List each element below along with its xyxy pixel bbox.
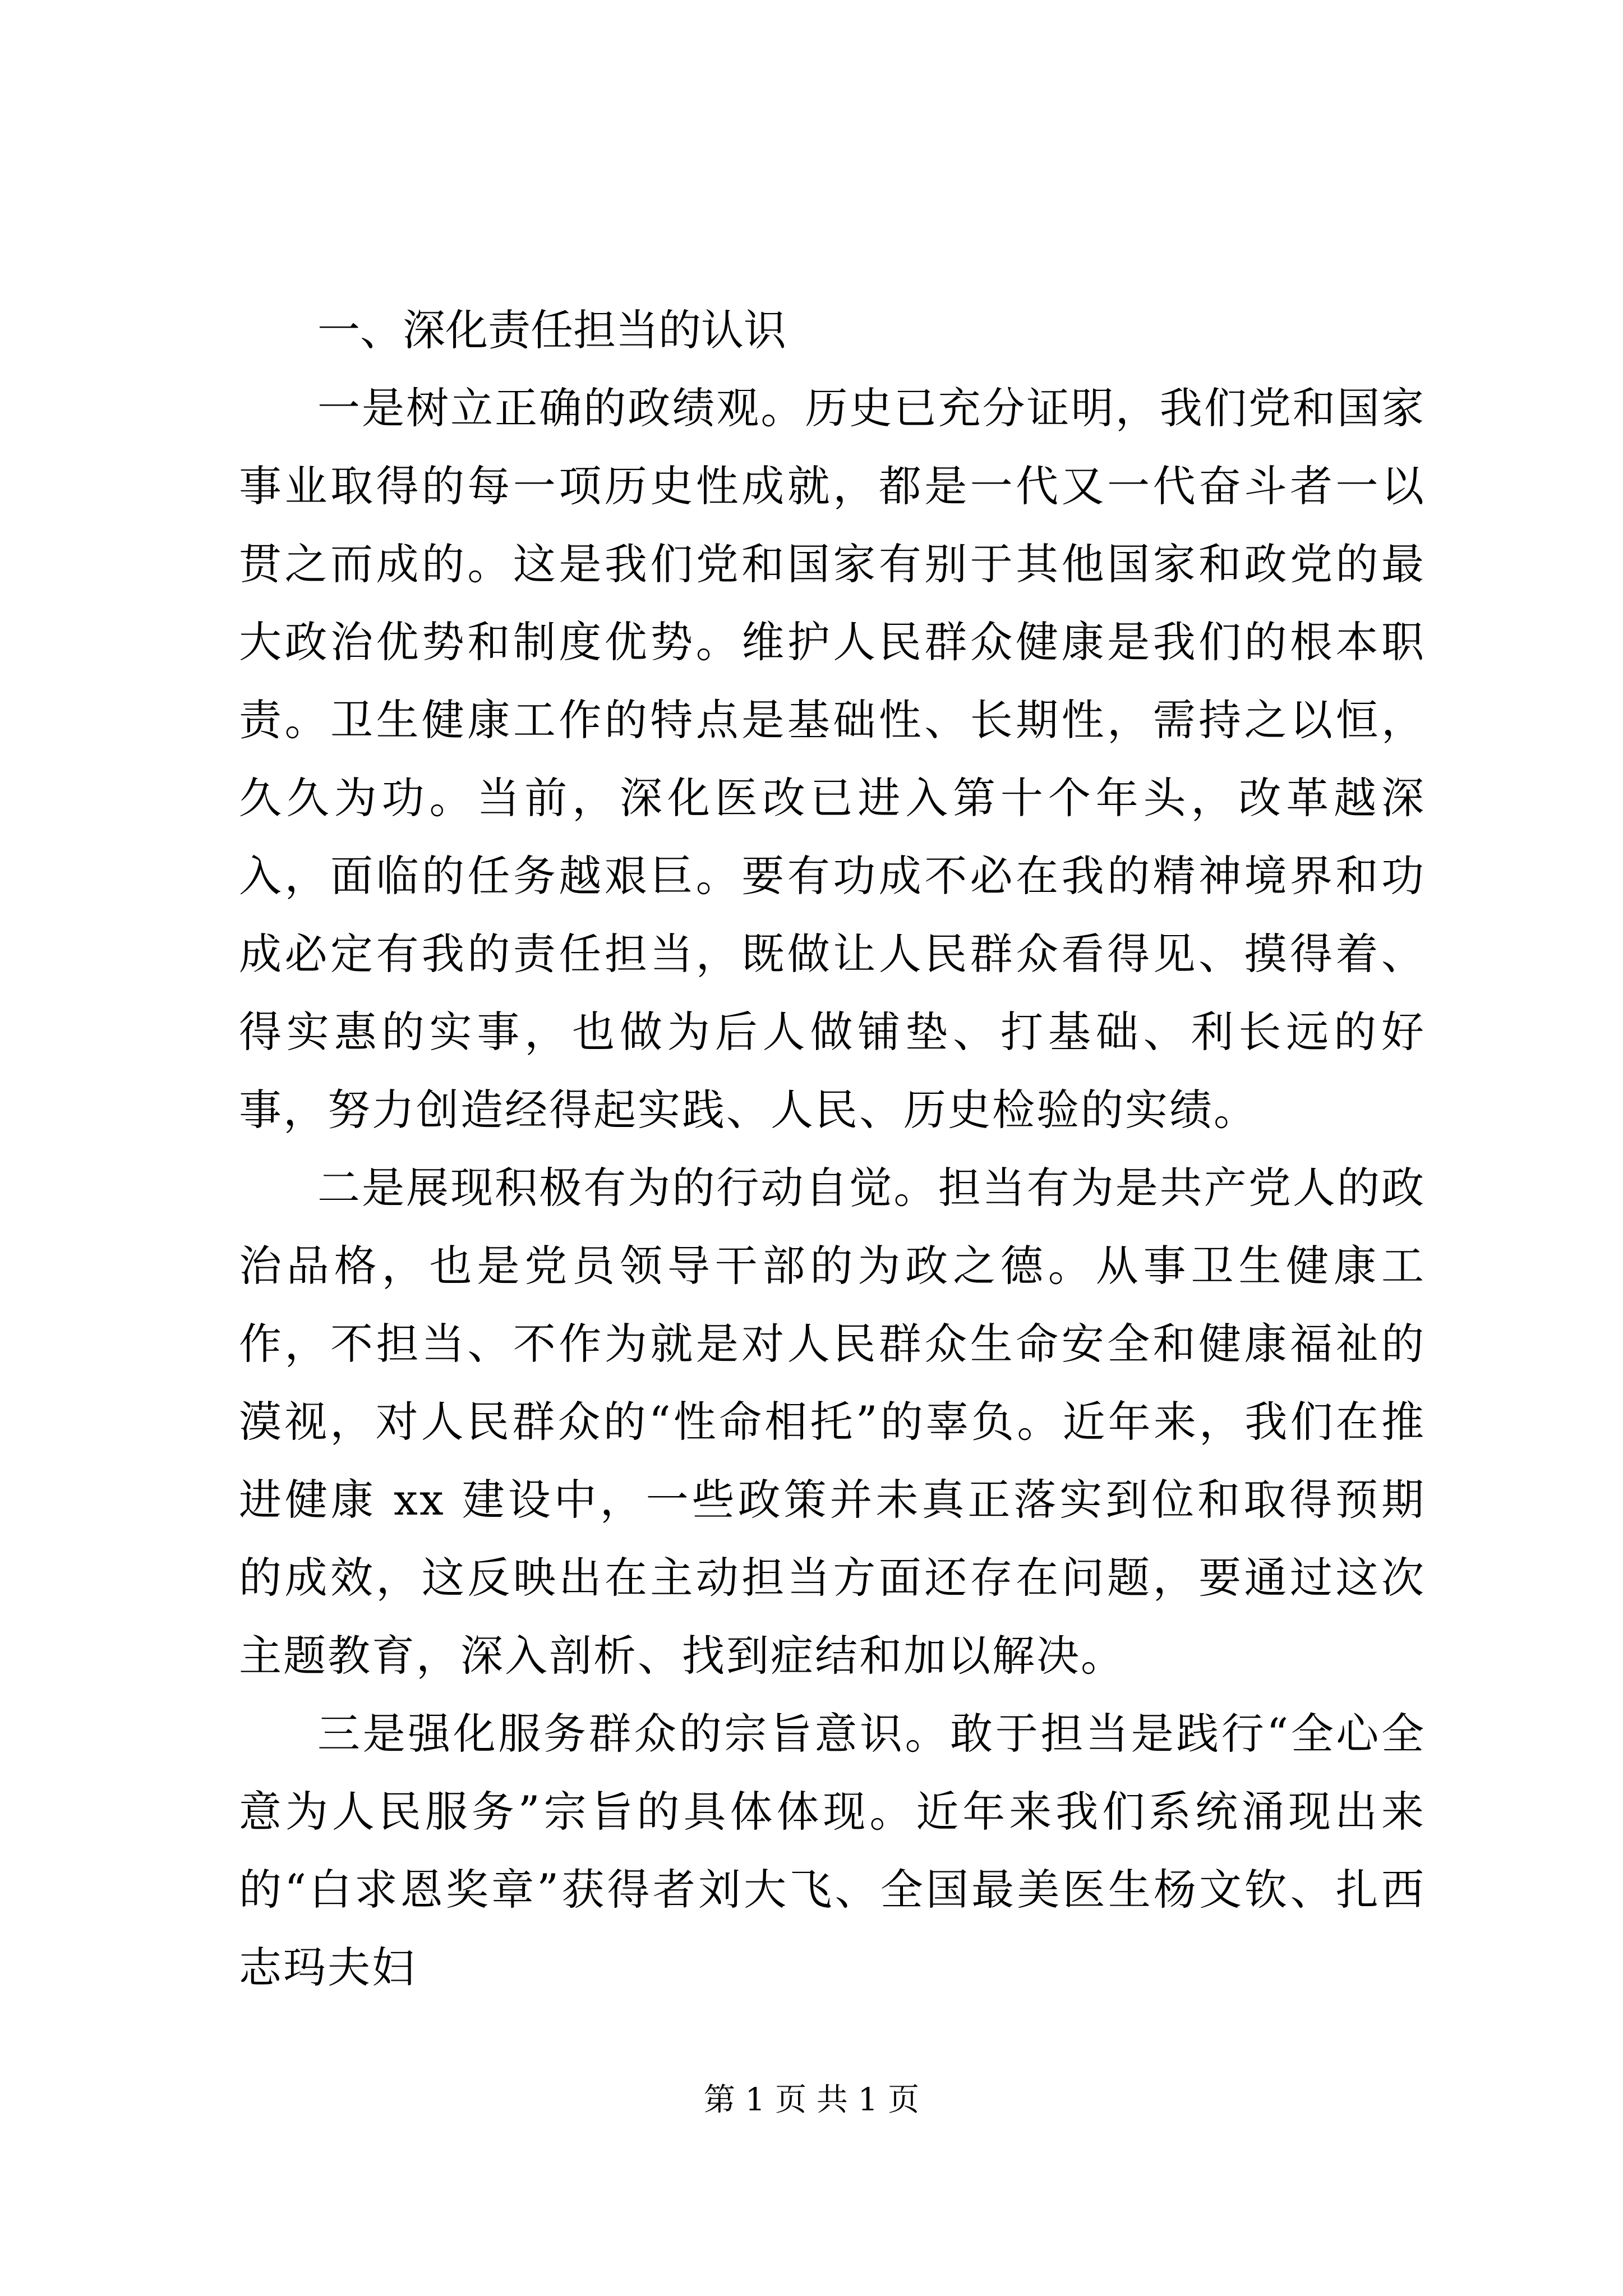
document-body xyxy=(239,292,1426,2007)
paragraph-2: 二是展现积极有为的行动自觉。担当有为是共产党人的政治品格，也是党员领导干部的为政之德。从事卫生健康工作，不担当、不作为就是对人民群众生命安全和健康福祉的漠视，对人民群众的“性命相托”的辜负。近年来，我们在推进健康 xx 建设中，一些政策并未真正落实到位和取得预期的成效，这反映出在主动担当方面还存在问题，要通过这次主题教育，深入剖析、找到症结和加以解决。 xyxy=(239,1163,1426,1681)
section-heading: 一、深化责任担当的认识 xyxy=(317,305,786,355)
paragraph-1: 一是树立正确的政绩观。历史已充分证明，我们党和国家事业取得的每一项历史性成就，都是一代又一代奋斗者一以贯之而成的。这是我们党和国家有别于其他国家和政党的最大政治优势和制度优势。维护人民群众健康是我们的根本职责。卫生健康工作的特点是基础性、长期性，需持之以恒，久久为功。当前，深化医改已进入第十个年头，改革越深入，面临的任务越艰巨。要有功成不必在我的精神境界和功成必定有我的责任担当，既做让人民群众看得见、摸得着、得实惠的实事，也做为后人做铺垫、打基础、利长远的好事，努力创造经得起实践、人民、历史检验的实绩。 xyxy=(239,383,1426,1135)
paragraph-3: 三是强化服务群众的宗旨意识。敢于担当是践行“全心全意为人民服务”宗旨的具体体现。近年来我们系统涌现出来的“白求恩奖章”获得者刘大飞、全国最美医生杨文钦、扎西志玛夫妇 xyxy=(239,1709,1426,1993)
page-footer: 第 1 页 共 1 页 xyxy=(703,2082,920,2118)
